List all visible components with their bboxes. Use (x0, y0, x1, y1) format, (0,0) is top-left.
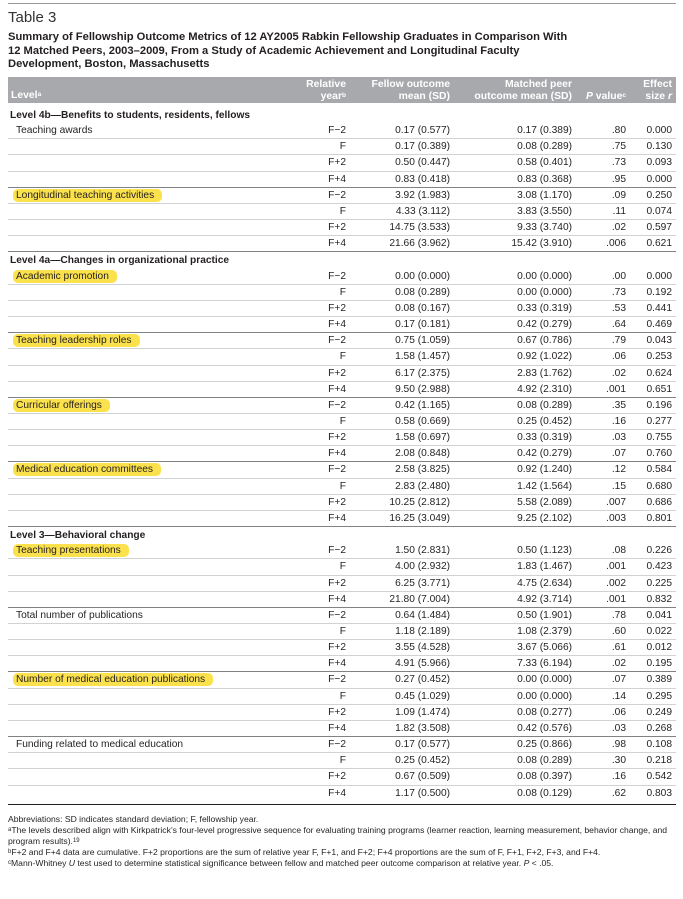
metric-label: Longitudinal teaching activities (13, 189, 162, 202)
table-row (8, 479, 676, 495)
fellow-mean-cell: 0.45 (1.029) (395, 690, 450, 702)
fellow-mean-cell: 2.08 (0.848) (395, 448, 450, 460)
header-fellow-outcome: Fellow outcome mean (SD) (371, 79, 450, 102)
fellow-mean-cell: 0.08 (0.289) (395, 286, 450, 298)
matched-mean-cell: 0.50 (1.901) (517, 609, 572, 621)
effect-size-cell: 0.469 (646, 319, 672, 331)
header-level: Level$^a$ (11, 90, 42, 101)
table-row (8, 446, 676, 462)
fellow-mean-cell: 2.83 (2.480) (395, 480, 450, 492)
effect-size-cell: 0.043 (646, 335, 672, 347)
relative-year-cell: F−2 (328, 399, 346, 411)
matched-mean-cell: 4.92 (2.310) (517, 383, 572, 395)
relative-year-cell: F+2 (328, 496, 346, 508)
matched-mean-cell: 0.00 (0.000) (517, 674, 572, 686)
table-row (8, 721, 676, 737)
matched-mean-cell: 0.42 (0.576) (517, 722, 572, 734)
relative-year-cell: F+2 (328, 642, 346, 654)
effect-size-cell: 0.268 (646, 722, 672, 734)
table-label: Table 3 (8, 9, 57, 26)
table-row (8, 172, 676, 188)
matched-mean-cell: 1.83 (1.467) (517, 561, 572, 573)
p-value-cell: .16 (611, 771, 626, 783)
p-value-cell: .001 (606, 383, 626, 395)
effect-size-cell: 0.441 (646, 302, 672, 314)
effect-size-cell: 0.196 (646, 399, 672, 411)
p-value-cell: .00 (611, 270, 626, 282)
table-row (8, 349, 676, 365)
fellow-mean-cell: 1.58 (0.697) (395, 432, 450, 444)
top-rule (8, 3, 676, 4)
relative-year-cell: F+4 (328, 722, 346, 734)
metric-label-cell (16, 545, 129, 556)
table-row (8, 285, 676, 301)
p-value-cell: .02 (611, 222, 626, 234)
fellow-mean-cell: 4.91 (5.966) (395, 658, 450, 670)
table-row (8, 236, 676, 252)
table-row (8, 769, 676, 785)
fellow-mean-cell: 21.80 (7.004) (389, 593, 450, 605)
fellow-mean-cell: 10.25 (2.812) (389, 496, 450, 508)
effect-size-cell: 0.686 (646, 496, 672, 508)
p-value-cell: .11 (612, 205, 626, 217)
p-value-cell: .001 (606, 561, 626, 573)
matched-mean-cell: 0.92 (1.022) (517, 351, 572, 363)
effect-size-cell: 0.012 (646, 642, 672, 654)
matched-mean-cell: 0.08 (0.397) (517, 771, 572, 783)
fellow-mean-cell: 6.25 (3.771) (395, 577, 450, 589)
effect-size-cell: 0.389 (646, 674, 672, 686)
matched-mean-cell: 0.67 (0.786) (517, 335, 572, 347)
fellow-mean-cell: 0.17 (0.389) (395, 141, 450, 153)
effect-size-cell: 0.801 (646, 512, 672, 524)
relative-year-cell: F (339, 286, 346, 298)
matched-mean-cell: 1.08 (2.379) (517, 626, 572, 637)
matched-mean-cell: 0.08 (0.277) (517, 706, 572, 718)
relative-year-cell: F (339, 626, 346, 637)
metric-label: Teaching presentations (13, 544, 129, 557)
relative-year-cell: F (339, 415, 346, 427)
effect-size-cell: 0.225 (646, 577, 672, 589)
relative-year-cell: F+4 (328, 173, 346, 185)
matched-mean-cell: 0.08 (0.289) (517, 755, 572, 767)
p-value-cell: .75 (611, 141, 626, 153)
metric-label-cell (16, 335, 140, 346)
relative-year-cell: F+2 (328, 706, 346, 718)
relative-year-cell: F+2 (328, 157, 346, 169)
fellow-mean-cell: 0.17 (0.577) (395, 125, 450, 137)
p-value-cell: .07 (611, 674, 626, 686)
p-value-cell: .62 (611, 787, 626, 799)
table-row (8, 382, 676, 398)
fellow-mean-cell: 1.09 (1.474) (395, 706, 450, 718)
effect-size-cell: 0.250 (646, 189, 672, 201)
p-value-cell: .80 (611, 125, 626, 137)
fellow-mean-cell: 14.75 (3.533) (389, 222, 450, 234)
p-value-cell: .95 (611, 173, 626, 185)
p-value-cell: .003 (606, 512, 626, 524)
table-row (8, 333, 676, 349)
effect-size-cell: 0.624 (646, 367, 672, 379)
p-value-cell: .001 (606, 593, 626, 605)
metric-label-cell (16, 464, 161, 475)
section-title: Level 4b—Benefits to students, residents, fellows (10, 110, 251, 121)
p-value-cell: .03 (611, 722, 626, 734)
section-header-row (8, 252, 676, 268)
fellow-mean-cell: 0.17 (0.181) (395, 319, 450, 331)
matched-mean-cell: 5.58 (2.089) (517, 496, 572, 508)
relative-year-cell: F−2 (328, 270, 346, 282)
matched-mean-cell: 0.08 (0.289) (517, 399, 572, 411)
fellow-mean-cell: 0.42 (1.165) (395, 399, 450, 411)
matched-mean-cell: 7.33 (6.194) (517, 658, 572, 670)
relative-year-cell: F−2 (328, 739, 346, 751)
table-row (8, 672, 676, 688)
table-row (8, 753, 676, 769)
relative-year-cell: F−2 (328, 125, 346, 137)
section-header-row (8, 527, 676, 543)
section-title: Level 4a—Changes in organizational practice (10, 255, 230, 267)
fellow-mean-cell: 16.25 (3.049) (389, 512, 450, 524)
effect-size-cell: 0.803 (646, 787, 672, 799)
fellow-mean-cell: 0.27 (0.452) (395, 674, 450, 686)
relative-year-cell: F (339, 755, 346, 767)
effect-size-cell: 0.218 (646, 755, 672, 767)
effect-size-cell: 0.192 (646, 286, 672, 298)
table-row (8, 689, 676, 705)
matched-mean-cell: 2.83 (1.762) (517, 367, 572, 379)
p-value-cell: .006 (606, 238, 626, 250)
relative-year-cell: F+2 (328, 222, 346, 234)
relative-year-cell: F+2 (328, 577, 346, 589)
fellow-mean-cell: 1.82 (3.508) (395, 722, 450, 734)
header-p-value: P value$^c$ (585, 91, 626, 102)
effect-size-cell: 0.760 (646, 448, 672, 460)
note-abbreviations: Abbreviations: SD indicates standard deviation; F, fellowship year. (8, 814, 259, 824)
note-a: $^a$The levels described align with Kirkpatrick’s four-level progressive sequence for evaluating training programs (learner reaction, learning measurement, behavior change, and program results).$^{19}$ (8, 825, 668, 846)
fellow-mean-cell: 3.92 (1.983) (395, 189, 450, 201)
relative-year-cell: F+4 (328, 658, 346, 670)
matched-mean-cell: 0.83 (0.368) (517, 173, 572, 185)
table-row (8, 188, 676, 204)
p-value-cell: .002 (606, 577, 626, 589)
effect-size-cell: 0.423 (646, 561, 672, 573)
effect-size-cell: 0.832 (646, 593, 672, 605)
table-row (8, 366, 676, 382)
metric-label: Teaching awards (16, 125, 93, 137)
fellow-mean-cell: 1.58 (1.457) (395, 351, 450, 363)
fellow-mean-cell: 1.50 (2.831) (395, 545, 450, 557)
metric-label: Number of medical education publications (13, 673, 213, 686)
fellow-mean-cell: 21.66 (3.962) (389, 238, 450, 250)
matched-mean-cell: 0.00 (0.000) (517, 690, 572, 702)
fellow-mean-cell: 0.00 (0.000) (395, 270, 450, 282)
relative-year-cell: F (339, 690, 346, 702)
table-row (8, 559, 676, 575)
metric-label-cell (16, 610, 143, 621)
p-value-cell: .60 (611, 626, 626, 637)
table-row (8, 543, 676, 559)
relative-year-cell: F (339, 205, 346, 217)
table-row (8, 269, 676, 285)
metric-label-cell (16, 190, 162, 201)
fellow-mean-cell: 0.50 (0.447) (395, 157, 450, 169)
fellow-mean-cell: 2.58 (3.825) (395, 464, 450, 476)
effect-size-cell: 0.022 (646, 626, 672, 637)
header-relative-year: Relative year$^b$ (306, 79, 346, 102)
effect-size-cell: 0.249 (646, 706, 672, 718)
fellow-mean-cell: 9.50 (2.988) (395, 383, 450, 395)
matched-mean-cell: 0.58 (0.401) (517, 157, 572, 169)
table-row (8, 705, 676, 721)
table-row (8, 737, 676, 753)
fellow-mean-cell: 0.25 (0.452) (395, 755, 450, 767)
effect-size-cell: 0.680 (646, 480, 672, 492)
table-row (8, 656, 676, 672)
matched-mean-cell: 0.50 (1.123) (517, 545, 572, 557)
fellow-mean-cell: 6.17 (2.375) (395, 367, 450, 379)
p-value-cell: .07 (611, 448, 626, 460)
table-title (8, 31, 568, 72)
fellow-mean-cell: 0.67 (0.509) (395, 771, 450, 783)
effect-size-cell: 0.755 (646, 432, 672, 444)
fellow-mean-cell: 1.17 (0.500) (395, 787, 450, 799)
table-row (8, 624, 676, 640)
metric-label: Curricular offerings (13, 399, 110, 412)
matched-mean-cell: 0.33 (0.319) (517, 302, 572, 314)
matched-mean-cell: 1.42 (1.564) (517, 480, 572, 492)
effect-size-cell: 0.000 (646, 173, 672, 185)
metric-label-cell (16, 271, 117, 282)
matched-mean-cell: 0.00 (0.000) (517, 286, 572, 298)
p-value-cell: .03 (611, 432, 626, 444)
relative-year-cell: F−2 (328, 609, 346, 621)
p-value-cell: .06 (611, 351, 626, 363)
table-row (8, 139, 676, 155)
p-value-cell: .64 (611, 319, 626, 331)
p-value-cell: .79 (611, 335, 626, 347)
p-value-cell: .16 (611, 415, 626, 427)
relative-year-cell: F+4 (328, 383, 346, 395)
metric-label: Funding related to medical education (16, 739, 184, 751)
effect-size-cell: 0.093 (646, 157, 672, 169)
relative-year-cell: F−2 (328, 335, 346, 347)
note-c: $^c$Mann-Whitney U test used to determine statistical significance between fellow and matched peer outcome comparison at relative year. P < .05. (8, 858, 554, 868)
p-value-cell: .02 (611, 658, 626, 670)
effect-size-cell: 0.108 (646, 739, 672, 751)
p-value-cell: .15 (611, 480, 626, 492)
table-row (8, 511, 676, 527)
matched-mean-cell: 4.92 (3.714) (517, 593, 572, 605)
p-value-cell: .08 (611, 545, 626, 557)
effect-size-cell: 0.130 (646, 141, 672, 153)
relative-year-cell: F+2 (328, 771, 346, 783)
effect-size-cell: 0.195 (646, 658, 672, 670)
matched-mean-cell: 9.33 (3.740) (517, 222, 572, 234)
metric-label-cell (16, 674, 213, 685)
relative-year-cell: F (339, 561, 346, 573)
p-value-cell: .73 (611, 157, 626, 169)
fellow-mean-cell: 0.08 (0.167) (395, 302, 450, 314)
effect-size-cell: 0.074 (646, 205, 672, 217)
p-value-cell: .09 (611, 189, 626, 201)
matched-mean-cell: 3.67 (5.066) (517, 642, 572, 654)
section-header-row (8, 107, 676, 123)
relative-year-cell: F+4 (328, 448, 346, 460)
fellow-mean-cell: 0.83 (0.418) (395, 173, 450, 185)
effect-size-cell: 0.584 (646, 464, 672, 476)
effect-size-cell: 0.277 (646, 415, 672, 427)
relative-year-cell: F (339, 480, 346, 492)
p-value-cell: .53 (611, 302, 626, 314)
p-value-cell: .06 (611, 706, 626, 718)
relative-year-cell: F (339, 351, 346, 363)
matched-mean-cell: 0.33 (0.319) (517, 432, 572, 444)
table-row (8, 608, 676, 624)
effect-size-cell: 0.621 (646, 238, 672, 250)
table-row (8, 592, 676, 608)
header-effect-size: Effect size r (643, 79, 672, 102)
p-value-cell: .73 (611, 286, 626, 298)
table-notes (8, 814, 676, 869)
fellow-mean-cell: 4.33 (3.112) (395, 205, 450, 217)
table-row (8, 495, 676, 511)
matched-mean-cell: 0.17 (0.389) (517, 125, 572, 137)
fellow-mean-cell: 0.58 (0.669) (395, 415, 450, 427)
p-value-cell: .14 (611, 690, 626, 702)
effect-size-cell: 0.226 (646, 545, 672, 557)
table-row (8, 301, 676, 317)
table-row (8, 398, 676, 414)
relative-year-cell: F+2 (328, 432, 346, 444)
relative-year-cell: F (339, 141, 346, 153)
matched-mean-cell: 0.42 (0.279) (517, 319, 572, 331)
table-row (8, 204, 676, 220)
p-value-cell: .02 (611, 367, 626, 379)
effect-size-cell: 0.000 (646, 270, 672, 282)
table-row (8, 640, 676, 656)
fellow-mean-cell: 1.18 (2.189) (395, 626, 450, 637)
matched-mean-cell: 0.25 (0.866) (517, 739, 572, 751)
table-row (8, 786, 676, 802)
p-value-cell: .30 (611, 755, 626, 767)
table-title-text: Summary of Fellowship Outcome Metrics of 12 AY2005 Rabkin Fellowship Graduates in Comparison With 12 Matched Peers, 2003–2009, From a Study of Academic Achievement and Longitudinal Faculty Development, Boston, Massachusetts (8, 31, 568, 71)
section-title: Level 3—Behavioral change (10, 530, 146, 542)
effect-size-cell: 0.295 (646, 690, 672, 702)
header-matched-peer: Matched peer outcome mean (SD) (474, 79, 572, 102)
matched-mean-cell: 0.00 (0.000) (517, 270, 572, 282)
p-value-cell: .78 (611, 609, 626, 621)
effect-size-cell: 0.542 (646, 771, 672, 783)
table-bottom-rule (8, 804, 676, 805)
effect-size-cell: 0.000 (646, 125, 672, 137)
matched-mean-cell: 4.75 (2.634) (517, 577, 572, 589)
fellow-mean-cell: 0.75 (1.059) (395, 335, 450, 347)
metric-label-cell (16, 739, 183, 750)
matched-mean-cell: 3.08 (1.170) (517, 189, 572, 201)
metric-label: Academic promotion (13, 270, 117, 283)
relative-year-cell: F+4 (328, 593, 346, 605)
relative-year-cell: F+2 (328, 367, 346, 379)
matched-mean-cell: 9.25 (2.102) (517, 512, 572, 524)
matched-mean-cell: 0.08 (0.129) (517, 787, 572, 799)
effect-size-cell: 0.597 (646, 222, 672, 234)
table-row (8, 414, 676, 430)
matched-mean-cell: 3.83 (3.550) (517, 205, 572, 217)
table-row (8, 576, 676, 592)
effect-size-cell: 0.041 (646, 609, 672, 621)
relative-year-cell: F+4 (328, 512, 346, 524)
p-value-cell: .007 (606, 496, 626, 508)
matched-mean-cell: 15.42 (3.910) (511, 238, 572, 250)
relative-year-cell: F+4 (328, 238, 346, 250)
fellow-mean-cell: 0.17 (0.577) (395, 739, 450, 751)
effect-size-cell: 0.651 (646, 383, 672, 395)
p-value-cell: .12 (611, 464, 626, 476)
metric-label: Medical education committees (13, 463, 161, 476)
effect-size-cell: 0.253 (646, 351, 672, 363)
table-row (8, 462, 676, 478)
table-row (8, 317, 676, 333)
relative-year-cell: F−2 (328, 545, 346, 557)
p-value-cell: .35 (611, 399, 626, 411)
table-row (8, 430, 676, 446)
matched-mean-cell: 0.25 (0.452) (517, 415, 572, 427)
matched-mean-cell: 0.42 (0.279) (517, 448, 572, 460)
relative-year-cell: F+4 (328, 319, 346, 331)
metric-label: Total number of publications (16, 609, 143, 621)
metric-label-cell (16, 125, 92, 136)
relative-year-cell: F−2 (328, 674, 346, 686)
matched-mean-cell: 0.92 (1.240) (517, 464, 572, 476)
table-header (8, 77, 676, 103)
relative-year-cell: F−2 (328, 464, 346, 476)
table-row (8, 155, 676, 171)
note-b: $^b$F+2 and F+4 data are cumulative. F+2 proportions are the sum of relative year F, F+1, and F+2; F+4 proportions are the sum of F, F+1, F+2, F+3, and F+4. (8, 847, 601, 857)
table-row (8, 220, 676, 236)
relative-year-cell: F+4 (328, 787, 346, 799)
fellow-mean-cell: 0.64 (1.484) (395, 609, 450, 621)
relative-year-cell: F−2 (328, 189, 346, 201)
table-row (8, 123, 676, 139)
fellow-mean-cell: 3.55 (4.528) (395, 642, 450, 654)
metric-label: Teaching leadership roles (13, 334, 140, 347)
relative-year-cell: F+2 (328, 302, 346, 314)
p-value-cell: .61 (611, 642, 626, 654)
fellow-mean-cell: 4.00 (2.932) (395, 561, 450, 573)
metric-label-cell (16, 400, 110, 411)
table-body (8, 107, 676, 802)
p-value-cell: .98 (611, 739, 626, 751)
matched-mean-cell: 0.08 (0.289) (517, 141, 572, 153)
